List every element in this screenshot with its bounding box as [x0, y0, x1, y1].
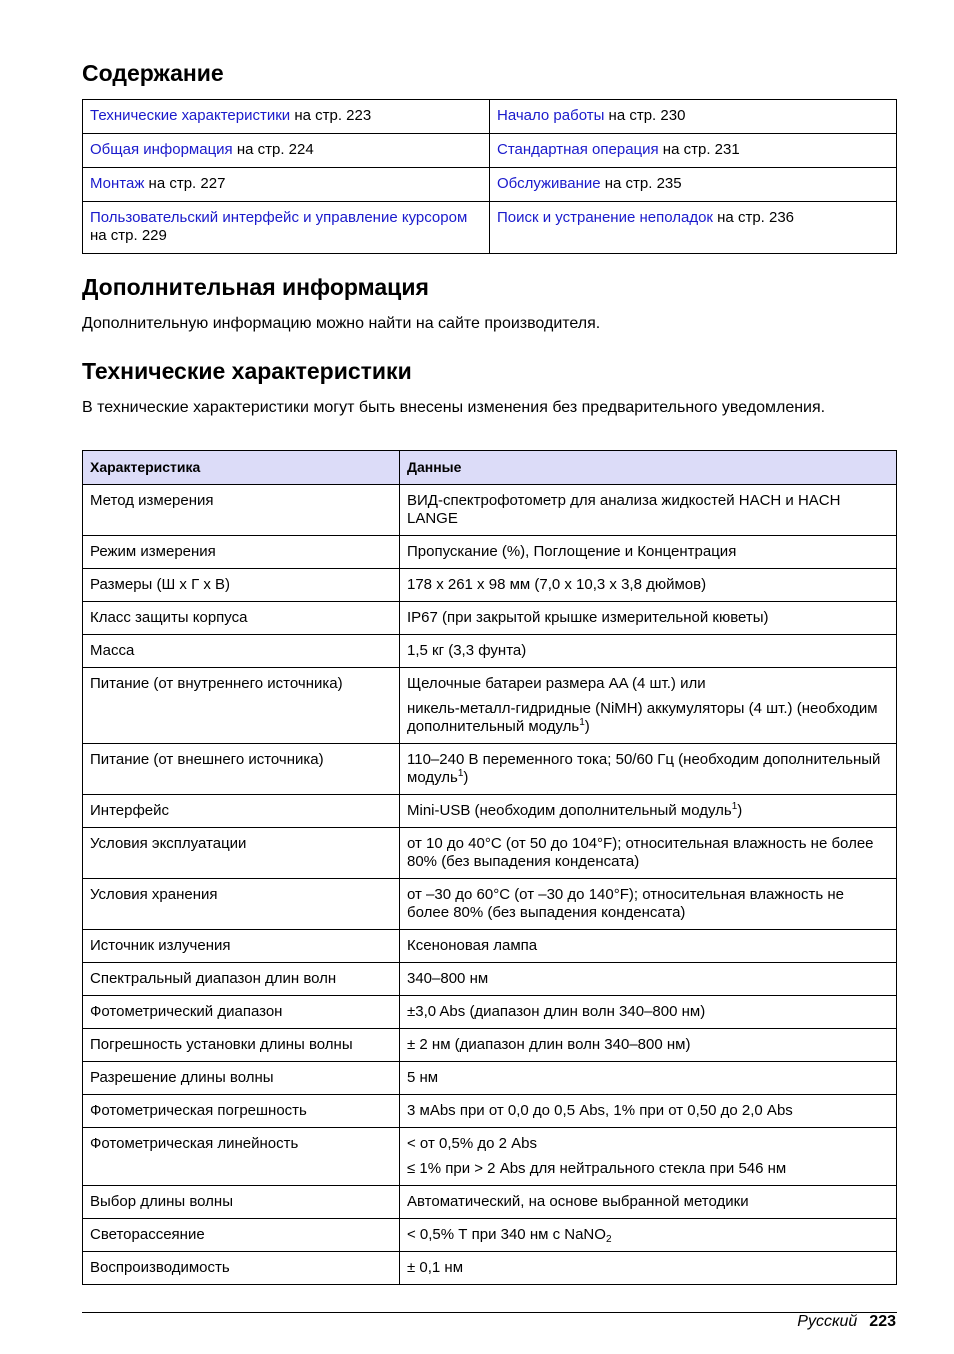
- spec-value-main: ± 0,1 нм: [407, 1259, 464, 1276]
- spec-value-main: Ксеноновая лампа: [407, 937, 538, 954]
- spec-value-main: 110–240 В переменного тока; 50/60 Гц (необходим дополнительный модуль: [407, 751, 881, 786]
- spec-value-main: Автоматический, на основе выбранной методики: [407, 1193, 749, 1210]
- spec-characteristic: Метод измерения: [83, 485, 400, 536]
- toc-page-ref: на стр. 230: [604, 107, 686, 124]
- toc-link[interactable]: Монтаж: [90, 175, 145, 192]
- spec-value: [400, 1252, 897, 1285]
- spec-value: [400, 1095, 897, 1128]
- toc-table: [82, 99, 897, 254]
- spec-value-main: ± 2 нм (диапазон длин волн 340–800 нм): [407, 1036, 691, 1053]
- spec-value-main: ВИД-спектрофотометр для анализа жидкостей HACH и HACH LANGE: [407, 492, 841, 527]
- toc-link[interactable]: Пользовательский интерфейс и управление курсором: [90, 209, 468, 226]
- toc-row: [83, 100, 897, 134]
- spec-value-text: [407, 576, 706, 593]
- spec-value-main: < от 0,5% до 2 Abs: [407, 1135, 537, 1152]
- toc-link[interactable]: Общая информация: [90, 141, 233, 158]
- spec-characteristic: Фотометрическая погрешность: [83, 1095, 400, 1128]
- toc-link[interactable]: Начало работы: [497, 107, 605, 124]
- additional-info-title: Дополнительная информация: [82, 274, 429, 300]
- toc-cell: [83, 202, 490, 254]
- spec-row: [83, 996, 897, 1029]
- spec-value: [400, 795, 897, 828]
- spec-value: [400, 668, 897, 744]
- toc-cell: [83, 168, 490, 202]
- subscript: 2: [605, 1234, 612, 1245]
- spec-value-main: Щелочные батареи размера AA (4 шт.) или: [407, 675, 706, 692]
- footnote-mark: 1: [579, 717, 585, 728]
- spec-value-main: IP67 (при закрытой крышке измерительной кюветы): [407, 609, 769, 626]
- toc-page-ref: на стр. 223: [290, 107, 372, 124]
- spec-value-text: [407, 751, 880, 786]
- spec-row: [83, 668, 897, 744]
- specs-header-row: [83, 451, 897, 485]
- spec-row: [83, 1128, 897, 1186]
- spec-value: [400, 536, 897, 569]
- spec-value: [400, 828, 897, 879]
- toc-page-ref: на стр. 229: [90, 227, 167, 244]
- spec-value: [400, 744, 897, 795]
- footnote-mark: 1: [457, 768, 464, 779]
- spec-value: [400, 485, 897, 536]
- spec-characteristic: Питание (от внутреннего источника): [83, 668, 400, 744]
- specs-table: [82, 450, 897, 1285]
- toc-cell: [490, 202, 897, 254]
- spec-row: [83, 930, 897, 963]
- spec-value-main: 178 x 261 x 98 мм (7,0 x 10,3 x 3,8 дюймов): [407, 576, 707, 593]
- spec-value-second-end: ): [584, 718, 590, 735]
- spec-value: [400, 996, 897, 1029]
- spec-row: [83, 1062, 897, 1095]
- spec-value-text: [407, 937, 537, 954]
- spec-row: [83, 744, 897, 795]
- spec-characteristic: Спектральный диапазон длин волн: [83, 963, 400, 996]
- spec-row: [83, 1029, 897, 1062]
- specs-header-data: Данные: [400, 451, 897, 485]
- spec-characteristic: Масса: [83, 635, 400, 668]
- spec-value-second-text: ≤ 1% при > 2 Abs для нейтрального стекла при 546 нм: [407, 1160, 787, 1177]
- spec-value-second-text: никель-металл-гидридные (NiMH) аккумуляторы (4 шт.) (необходим дополнительный модуль: [407, 700, 878, 735]
- spec-characteristic: Интерфейс: [83, 795, 400, 828]
- spec-characteristic: Светорассеяние: [83, 1219, 400, 1252]
- toc-title: Содержание: [82, 60, 224, 86]
- spec-value-main: Пропускание (%), Поглощение и Концентрация: [407, 543, 737, 560]
- specs-header-characteristic: Характеристика: [83, 451, 400, 485]
- spec-characteristic: Разрешение длины волны: [83, 1062, 400, 1095]
- spec-value-text: [407, 1036, 690, 1053]
- toc-link[interactable]: Поиск и устранение неполадок: [497, 209, 713, 226]
- additional-info-text: Дополнительную информацию можно найти на сайте производителя.: [82, 315, 601, 332]
- spec-value-text: [407, 492, 840, 527]
- spec-value-text: [407, 543, 736, 560]
- spec-value-second-line: [407, 700, 889, 736]
- spec-value-text: [407, 970, 488, 987]
- spec-value: [400, 879, 897, 930]
- spec-value-text: [407, 1069, 438, 1086]
- spec-value-text: [407, 1135, 537, 1152]
- spec-value-main: Mini-USB (необходим дополнительный модуль: [407, 802, 732, 819]
- spec-value-main: 1,5 кг (3,3 фунта): [407, 642, 527, 659]
- toc-cell: [83, 100, 490, 134]
- spec-row: [83, 795, 897, 828]
- spec-value-main: ±3,0 Abs (диапазон длин волн 340–800 нм): [407, 1003, 706, 1020]
- spec-value-main: < 0,5% Т при 340 нм с NaNO: [407, 1226, 606, 1243]
- spec-row: [83, 1186, 897, 1219]
- spec-characteristic: Условия эксплуатации: [83, 828, 400, 879]
- spec-value: [400, 963, 897, 996]
- footnote-mark: 1: [731, 801, 738, 812]
- spec-value: [400, 635, 897, 668]
- toc-page-ref: на стр. 227: [144, 175, 226, 192]
- spec-characteristic: Воспроизводимость: [83, 1252, 400, 1285]
- spec-value: [400, 1029, 897, 1062]
- spec-characteristic: Источник излучения: [83, 930, 400, 963]
- spec-value-main: 3 мAbs при от 0,0 до 0,5 Abs, 1% при от 0,50 до 2,0 Abs: [407, 1102, 793, 1119]
- spec-characteristic: Питание (от внешнего источника): [83, 744, 400, 795]
- spec-row: [83, 485, 897, 536]
- spec-characteristic: Погрешность установки длины волны: [83, 1029, 400, 1062]
- page-footer: [797, 1312, 896, 1332]
- spec-value-main: от 10 до 40°C (от 50 до 104°F); относительная влажность не более 80% (без выпадения конденсата): [407, 835, 874, 870]
- spec-row: [83, 536, 897, 569]
- toc-link[interactable]: Стандартная операция: [497, 141, 659, 158]
- spec-value: [400, 930, 897, 963]
- spec-value-text: [407, 1226, 612, 1243]
- spec-row: [83, 1095, 897, 1128]
- spec-characteristic: Режим измерения: [83, 536, 400, 569]
- spec-value-text: [407, 1102, 793, 1119]
- toc-page-ref: на стр. 236: [712, 209, 795, 226]
- spec-characteristic: Условия хранения: [83, 879, 400, 930]
- page-number: 223: [869, 1313, 896, 1330]
- spec-value: [400, 569, 897, 602]
- spec-value: [400, 1062, 897, 1095]
- spec-value-text: [407, 802, 742, 819]
- spec-value-text: [407, 886, 844, 921]
- spec-row: [83, 569, 897, 602]
- spec-value: [400, 1128, 897, 1186]
- toc-row: [83, 168, 897, 202]
- footer-language: Русский: [797, 1313, 858, 1330]
- spec-row: [83, 1252, 897, 1285]
- spec-value-text: [407, 675, 706, 692]
- spec-value-text: [407, 1259, 463, 1276]
- toc-page-ref: на стр. 235: [600, 175, 682, 192]
- toc-cell: [490, 134, 897, 168]
- spec-row: [83, 963, 897, 996]
- spec-characteristic: Фотометрический диапазон: [83, 996, 400, 1029]
- toc-row: [83, 134, 897, 168]
- spec-value-main: 340–800 нм: [407, 970, 489, 987]
- spec-value-text: [407, 609, 769, 626]
- toc-link[interactable]: Обслуживание: [497, 175, 601, 192]
- spec-value-main: 5 нм: [407, 1069, 439, 1086]
- spec-row: [83, 602, 897, 635]
- toc-cell: [83, 134, 490, 168]
- spec-value-main: от –30 до 60°C (от –30 до 140°F); относительная влажность не более 80% (без выпадения конденсата): [407, 886, 844, 921]
- toc-row: [83, 202, 897, 254]
- toc-link[interactable]: Технические характеристики: [90, 107, 291, 124]
- spec-value-text: [407, 1003, 705, 1020]
- toc-page-ref: на стр. 224: [232, 141, 314, 158]
- spec-value-end: ): [737, 802, 743, 819]
- spec-row: [83, 828, 897, 879]
- spec-row: [83, 1219, 897, 1252]
- toc-cell: [490, 168, 897, 202]
- specs-intro: В технические характеристики могут быть внесены изменения без предварительного уведомления.: [82, 399, 826, 416]
- toc-cell: [490, 100, 897, 134]
- spec-row: [83, 635, 897, 668]
- spec-characteristic: Класс защиты корпуса: [83, 602, 400, 635]
- spec-characteristic: Размеры (Ш x Г x В): [83, 569, 400, 602]
- spec-value-text: [407, 642, 526, 659]
- specs-title: Технические характеристики: [82, 358, 412, 384]
- spec-value-text: [407, 835, 874, 870]
- spec-value-second-line: [407, 1160, 889, 1178]
- spec-characteristic: Выбор длины волны: [83, 1186, 400, 1219]
- spec-row: [83, 879, 897, 930]
- spec-value: [400, 1186, 897, 1219]
- toc-page-ref: на стр. 231: [658, 141, 740, 158]
- spec-characteristic: Фотометрическая линейность: [83, 1128, 400, 1186]
- spec-value: [400, 602, 897, 635]
- footer-rule: [82, 1312, 897, 1313]
- spec-value-text: [407, 1193, 749, 1210]
- spec-value-end: ): [463, 769, 469, 786]
- spec-value: [400, 1219, 897, 1252]
